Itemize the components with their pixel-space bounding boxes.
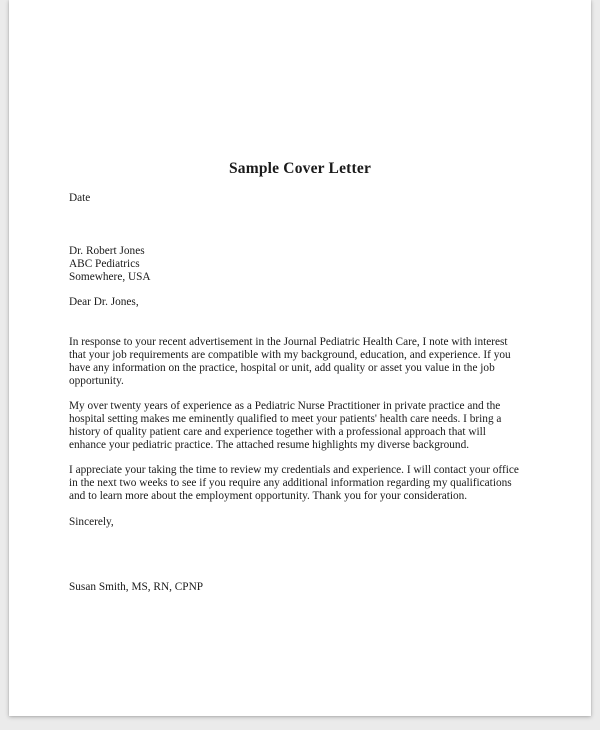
paragraph-line: that your job requirements are compatible with my background, education, and experience. If you — [69, 348, 511, 361]
paragraph-line: enhance your pediatric practice. The attached resume highlights my diverse background. — [69, 438, 470, 451]
signature-name: Susan Smith, MS, RN, CPNP — [69, 581, 204, 593]
recipient-name: Dr. Robert Jones — [69, 245, 145, 257]
date-line: Date — [69, 192, 91, 204]
paragraph-2 — [69, 400, 501, 452]
recipient-location: Somewhere, USA — [69, 270, 151, 283]
paragraph-line: have any information on the practice, hospital or unit, add quality or asset you value in the job — [69, 361, 495, 374]
salutation: Dear Dr. Jones, — [69, 296, 139, 308]
paragraph-line: history of quality patient care and experience together with a professional approach that will — [69, 425, 486, 438]
paragraph-line: My over twenty years of experience as a Pediatric Nurse Practitioner in private practice and the — [69, 400, 501, 412]
paragraph-line: in the next two weeks to see if you require any additional information regarding my qualifications — [69, 476, 512, 489]
paragraph-line: and to learn more about the employment opportunity. Thank you for your consideration. — [69, 489, 468, 502]
recipient-block — [69, 245, 151, 284]
paragraph-line: I appreciate your taking the time to review my credentials and experience. I will contact your office — [69, 464, 519, 476]
closing: Sincerely, — [69, 516, 114, 528]
letter-title: Sample Cover Letter — [228, 160, 372, 177]
paragraph-3 — [69, 464, 519, 503]
paragraph-line: hospital setting makes me eminently qualified to meet your patients' health care needs. I bring a — [69, 412, 502, 425]
paragraph-1 — [69, 336, 511, 388]
recipient-organization: ABC Pediatrics — [69, 257, 140, 270]
paragraph-line: opportunity. — [69, 374, 124, 387]
paragraph-line: In response to your recent advertisement in the Journal Pediatric Health Care, I note with interest — [69, 336, 508, 348]
